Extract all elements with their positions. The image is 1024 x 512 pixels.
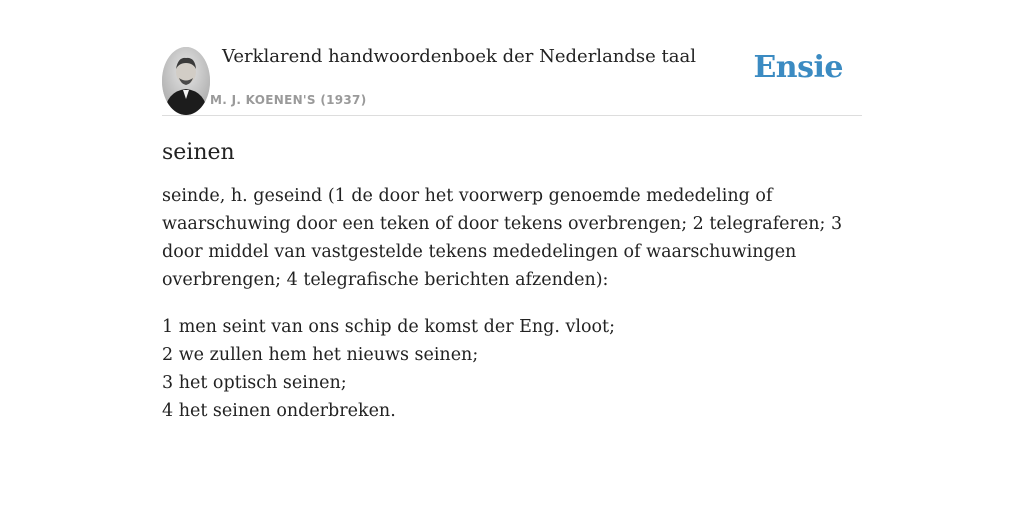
example-item: 1 men seint van ons schip de komst der Eng. vloot; [162, 317, 615, 337]
author-credit: M. J. KOENEN'S (1937) [210, 93, 367, 107]
example-item: 4 het seinen onderbreken. [162, 401, 396, 421]
definition-text: seinde, h. geseind (1 de door het voorwerp genoemde mededeling of waarschuwing door een teken of door tekens overbrengen; 2 telegraferen; 3 door middel van vastgestelde tekens mededelingen of waarschuwingen overbrengen; 4 telegrafische berichten afzenden): [162, 186, 843, 290]
examples-list [162, 313, 862, 425]
dictionary-header [162, 44, 862, 116]
headword: seinen [162, 140, 235, 165]
example-item: 3 het optisch seinen; [162, 373, 347, 393]
author-portrait-icon [162, 47, 210, 115]
book-title: Verklarend handwoordenboek der Nederlandse taal [222, 46, 696, 67]
example-item: 2 we zullen hem het nieuws seinen; [162, 345, 479, 365]
dictionary-page [162, 44, 862, 425]
ensie-logo-link[interactable]: Ensie [753, 50, 843, 85]
